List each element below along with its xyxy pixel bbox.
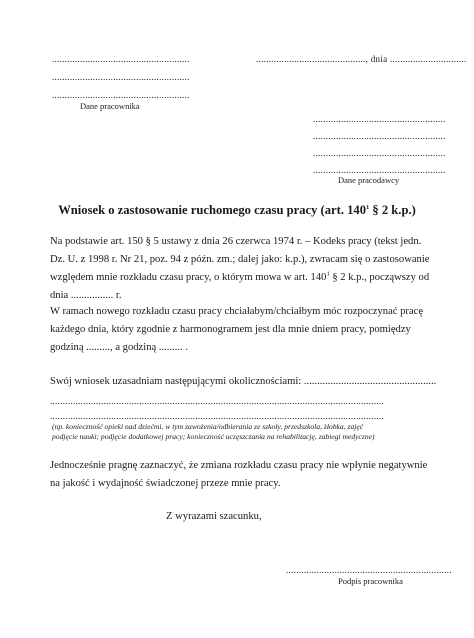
paragraph-2-line-2: każdego dnia, który zgodnie z harmonogramem jest dla mnie dniem pracy, pomiędzy <box>50 324 411 335</box>
paragraph-1-line-2: Dz. U. z 1998 r. Nr 21, poz. 94 z późn. zm.; dalej jako: k.p.), zwracam się o zastosowanie <box>50 254 430 265</box>
employee-line-1: ...................................................... <box>52 54 190 64</box>
paragraph-2-line-1: W ramach nowego rozkładu czasu pracy chciałabym/chciałbym móc rozpoczynać pracę <box>50 306 424 317</box>
date-line: ..........................................., dnia .............................. <box>256 54 467 64</box>
employer-line-4: .................................................... <box>313 165 446 175</box>
employee-caption: Dane pracownika <box>80 101 140 111</box>
justification-note-line-2: podjęcie nauki; podjęcie dodatkowej pracy; konieczność uczęszczania na rehabilitację, zabiegi medyczne) <box>52 432 375 441</box>
justification-note-line-1: (np. konieczność opieki nad dziećmi, w tym zawożenia/odbierania ze szkoły, przedszkola, żłobka, zajęć <box>52 422 364 431</box>
employer-line-2: .................................................... <box>313 131 446 141</box>
paragraph-2-line-3: godziną ........., a godziną ......... . <box>50 342 188 353</box>
paragraph-3-line-1: Jednocześnie pragnę zaznaczyć, że zmiana rozkładu czasu pracy nie wpłynie negatywnie <box>50 460 428 471</box>
paragraph-1-line-3: względem mnie rozkładu czasu pracy, o którym mowa w art. $140^1$ § 2 k.p., począwszy od <box>50 270 430 283</box>
closing-salutation: Z wyrazami szacunku, <box>166 511 262 522</box>
paragraph-1-line-1: Na podstawie art. 150 § 5 ustawy z dnia 26 czerwca 1974 r. – Kodeks pracy (tekst jedn. <box>50 236 422 247</box>
justification-line-1: Swój wniosek uzasadniam następującymi okolicznościami: .................................................. <box>50 376 437 387</box>
employer-line-1: .................................................... <box>313 114 446 124</box>
paragraph-1-line-4: dnia ................ r. <box>50 290 122 301</box>
paragraph-3-line-2: na jakość i wydajność świadczonej przeze mnie pracy. <box>50 478 281 489</box>
document-title: Wniosek o zastosowanie ruchomego czasu pracy (art. $140^1$ § 2 k.p.) <box>58 203 416 217</box>
employee-line-2: ...................................................... <box>52 72 190 82</box>
justification-line-3: ................................................................................................................................... <box>50 411 385 421</box>
signature-line: ................................................................. <box>286 565 452 575</box>
signature-caption: Podpis pracownika <box>338 576 403 586</box>
justification-line-2: ................................................................................................................................... <box>50 396 385 406</box>
employer-caption: Dane pracodawcy <box>338 175 400 185</box>
employer-line-3: .................................................... <box>313 148 446 158</box>
employee-line-3: ...................................................... <box>52 90 190 100</box>
